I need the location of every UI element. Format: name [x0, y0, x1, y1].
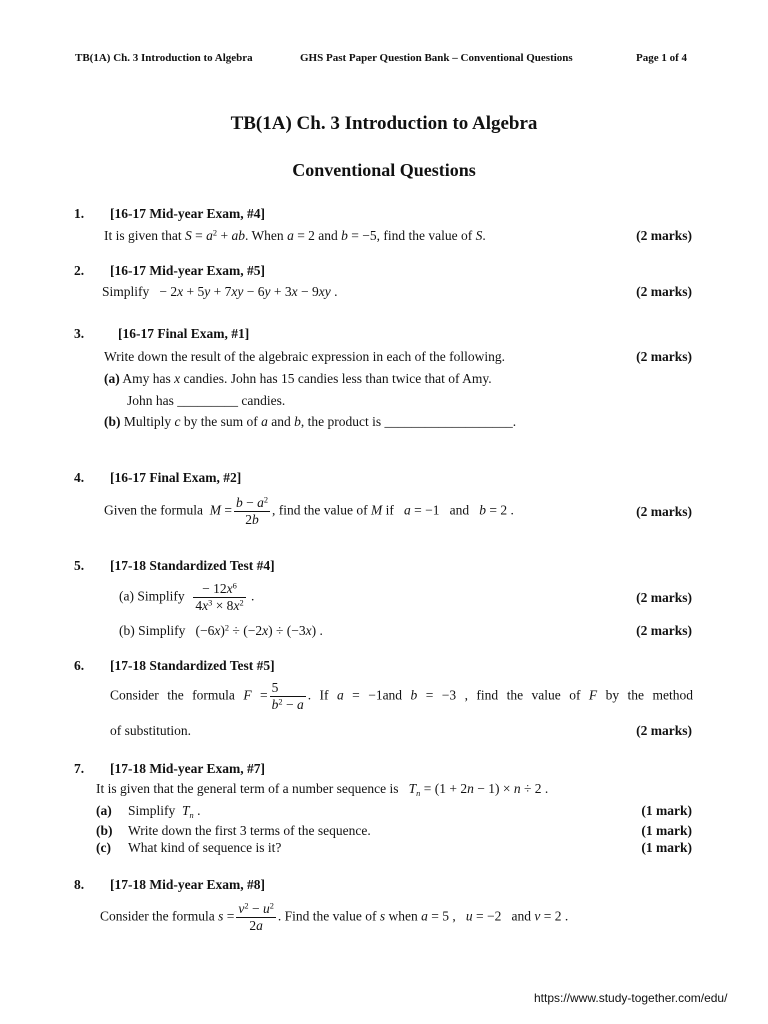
text-run: .	[247, 588, 255, 604]
math-variable: u	[465, 908, 473, 924]
text-run: = 5 ,	[427, 908, 466, 924]
question-4-number: 4.	[74, 470, 85, 485]
math-variable: x	[202, 598, 209, 613]
fraction-numerator	[193, 581, 245, 597]
text-run: and	[267, 414, 295, 429]
question-7-part-b	[128, 823, 371, 839]
question-7-line-1	[96, 781, 548, 797]
text-run: = −3 , find the value of	[417, 687, 589, 703]
question-3-marks: (2 marks)	[636, 349, 692, 364]
math-variable: c	[174, 414, 181, 429]
superscript: 2	[244, 901, 249, 911]
header-question-bank: GHS Past Paper Question Bank – Conventional Questions	[300, 52, 573, 64]
text-run: Write down the first 3 terms of the sequence.	[128, 823, 371, 838]
text-run: .	[330, 284, 338, 299]
text-run: .	[482, 228, 486, 243]
math-variable: T	[408, 781, 417, 796]
text-run: = 2 .	[540, 908, 569, 924]
fraction	[236, 901, 276, 934]
question-6-line-1	[110, 680, 693, 713]
question-7-source: [17-18 Mid-year Exam, #7]	[110, 761, 265, 776]
text-run: (a) Simplify	[119, 588, 192, 604]
superscript: 2	[263, 495, 269, 505]
question-4-marks: (2 marks)	[636, 504, 692, 519]
question-3-number: 3.	[74, 326, 85, 341]
question-4-source: [16-17 Final Exam, #2]	[110, 470, 242, 485]
question-6-number: 6.	[74, 658, 85, 673]
math-variable: s	[218, 908, 224, 924]
math-variable: a	[404, 502, 411, 518]
math-variable: x	[226, 581, 233, 596]
question-2-line-1	[102, 284, 337, 300]
text-run: when	[385, 908, 422, 924]
math-variable: y	[204, 284, 211, 299]
text-run: , the product is ___________________.	[300, 414, 517, 429]
math-variable: a	[206, 228, 213, 243]
text-run: It is given that	[104, 228, 185, 243]
text-run: Consider the formula	[100, 908, 219, 924]
text-run: by the method	[597, 687, 693, 703]
text-run: ) ÷ (−3	[268, 623, 306, 638]
text-run: if	[382, 502, 405, 518]
text-run: It is given that the general term of a number sequence is	[96, 781, 409, 796]
fraction	[270, 680, 306, 713]
math-variable: b	[252, 512, 259, 527]
text-run: + 5	[183, 284, 205, 299]
text-run: − 1) ×	[473, 781, 514, 796]
text-run: (b) Simplify (−6	[119, 623, 215, 638]
text-run: + 3	[270, 284, 292, 299]
question-6-source: [17-18 Standardized Test #5]	[110, 658, 275, 673]
math-variable: S	[185, 228, 192, 243]
question-5-part-a-marks: (2 marks)	[636, 590, 692, 605]
math-variable: b	[271, 697, 279, 712]
question-6-marks: (2 marks)	[636, 723, 692, 738]
question-7-part-a-label: (a)	[96, 803, 112, 818]
text-run: = −1and	[343, 687, 411, 703]
text-run: − 9	[297, 284, 319, 299]
text-run: + 7	[210, 284, 232, 299]
part-label: (a)	[104, 371, 120, 386]
question-5-part-a	[119, 581, 254, 614]
fraction-denominator	[236, 917, 276, 934]
superscript: 2	[239, 598, 244, 608]
math-variable: v	[238, 901, 245, 916]
math-variable: M	[371, 502, 383, 518]
math-variable: b	[294, 414, 301, 429]
text-run: . When	[244, 228, 288, 243]
question-5-part-b	[119, 623, 323, 639]
math-variable: x	[233, 598, 240, 613]
text-run: =	[220, 502, 232, 518]
question-7-part-b-label: (b)	[96, 823, 113, 838]
math-variable: xy	[318, 284, 331, 299]
text-run: 2	[245, 512, 253, 527]
header-page-number: Page 1 of 4	[636, 52, 688, 64]
question-1-line-1	[104, 228, 486, 244]
math-variable: F	[243, 687, 252, 703]
fraction-numerator	[270, 680, 306, 696]
math-variable: u	[262, 901, 270, 916]
question-1-number: 1.	[74, 206, 85, 221]
text-run: candies. John has 15 candies less than twice that of Amy.	[180, 371, 492, 386]
question-7-part-c	[128, 840, 281, 856]
math-variable: n	[513, 781, 521, 796]
part-label: (b)	[104, 414, 121, 429]
text-run: Multiply	[120, 414, 175, 429]
math-variable: b	[235, 495, 243, 510]
text-run: = 2 .	[486, 502, 514, 518]
question-2-source: [16-17 Mid-year Exam, #5]	[110, 263, 265, 278]
header-chapter: TB(1A) Ch. 3 Introduction to Algebra	[75, 52, 253, 64]
question-8-number: 8.	[74, 877, 85, 892]
question-3-line-1	[104, 349, 505, 365]
text-run: − 6	[243, 284, 265, 299]
superscript: 6	[232, 581, 237, 591]
question-3-source: [16-17 Final Exam, #1]	[118, 326, 250, 341]
footer-url-link[interactable]: https://www.study-together.com/edu/	[534, 991, 728, 1005]
math-variable: s	[379, 908, 386, 924]
text-run: )	[220, 623, 225, 638]
question-1-marks: (2 marks)	[636, 228, 692, 243]
text-run: =	[223, 908, 235, 924]
text-run: = −2 and	[472, 908, 535, 924]
question-4-line-1	[104, 495, 514, 528]
fraction	[193, 581, 245, 614]
fraction-numerator	[236, 901, 276, 917]
question-8-source: [17-18 Mid-year Exam, #8]	[110, 877, 265, 892]
page-title: TB(1A) Ch. 3 Introduction to Algebra	[230, 113, 538, 134]
text-run: = (1 + 2	[420, 781, 468, 796]
text-run: John has _________ candies.	[127, 393, 286, 408]
superscript: 3	[208, 598, 213, 608]
text-run: −	[282, 697, 297, 712]
text-run: Simplify − 2	[102, 284, 178, 299]
math-variable: S	[475, 228, 483, 243]
text-run: −	[242, 495, 258, 510]
text-run: −	[248, 901, 263, 916]
subscript: n	[416, 788, 421, 798]
page-subtitle: Conventional Questions	[292, 160, 476, 180]
text-run: , find the value of	[272, 502, 372, 518]
math-variable: b	[341, 228, 348, 243]
math-variable: a	[261, 414, 268, 429]
text-run: =	[251, 687, 268, 703]
text-run: . Find the value of	[277, 908, 380, 924]
text-run: What kind of sequence is it?	[128, 840, 282, 855]
fraction-numerator	[234, 495, 270, 511]
question-2-number: 2.	[74, 263, 85, 278]
text-run: Simplify	[128, 803, 183, 818]
math-variable: a	[257, 495, 264, 510]
math-variable: x	[174, 371, 181, 386]
math-variable: x	[214, 623, 221, 638]
text-run: Consider the formula	[110, 687, 244, 703]
text-run: 5	[271, 680, 279, 695]
superscript: 2	[224, 623, 230, 633]
math-variable: b	[410, 687, 418, 703]
question-5-number: 5.	[74, 558, 85, 573]
question-3-part-b	[104, 414, 516, 430]
math-variable: x	[262, 623, 269, 638]
question-3-part-a	[104, 371, 492, 387]
text-run: .	[193, 803, 201, 818]
fraction-denominator	[193, 597, 245, 614]
text-run: =	[191, 228, 207, 243]
math-variable: x	[177, 284, 184, 299]
question-8-line-1	[100, 901, 568, 934]
text-run: 2	[249, 918, 257, 933]
text-run: ) .	[311, 623, 323, 638]
question-7-part-c-marks: (1 mark)	[641, 840, 692, 855]
question-6-line-2	[110, 723, 191, 739]
question-7-part-c-label: (c)	[96, 840, 111, 855]
question-7-part-a	[128, 803, 200, 819]
subscript: n	[189, 810, 194, 820]
question-5-source: [17-18 Standardized Test #4]	[110, 558, 275, 573]
superscript: 2	[212, 228, 218, 238]
math-variable: x	[305, 623, 312, 638]
text-run: = 2 and	[293, 228, 342, 243]
math-variable: a	[421, 908, 428, 924]
math-variable: v	[534, 908, 541, 924]
math-variable: x	[291, 284, 298, 299]
text-run: +	[217, 228, 232, 243]
math-variable: M	[209, 502, 221, 518]
math-variable: ab	[231, 228, 245, 243]
text-run: of substitution.	[110, 723, 192, 738]
math-variable: a	[336, 687, 344, 703]
text-run: ÷ (−2	[229, 623, 263, 638]
question-7-part-a-marks: (1 mark)	[641, 803, 692, 818]
math-variable: F	[588, 687, 598, 703]
fraction-denominator	[270, 696, 306, 713]
text-run: = −5, find the value of	[347, 228, 476, 243]
fraction	[234, 495, 270, 528]
text-run: ÷ 2 .	[520, 781, 549, 796]
superscript: 2	[278, 697, 283, 707]
question-7-number: 7.	[74, 761, 85, 776]
text-run: Amy has	[119, 371, 175, 386]
text-run: 4	[195, 598, 203, 613]
text-run: Given the formula	[104, 502, 210, 518]
text-run: = −1 and	[410, 502, 480, 518]
text-run: − 12	[202, 581, 227, 596]
text-run: × 8	[212, 598, 234, 613]
question-1-source: [16-17 Mid-year Exam, #4]	[110, 206, 265, 221]
math-variable: xy	[231, 284, 244, 299]
math-variable: a	[296, 697, 304, 712]
math-variable: a	[256, 918, 263, 933]
text-run: . If	[307, 687, 337, 703]
question-5-part-b-marks: (2 marks)	[636, 623, 692, 638]
question-3-part-a-blank	[127, 393, 285, 409]
math-variable: n	[467, 781, 474, 796]
question-7-part-b-marks: (1 mark)	[641, 823, 692, 838]
text-run: by the sum of	[180, 414, 262, 429]
fraction-denominator	[234, 511, 270, 528]
math-variable: b	[479, 502, 487, 518]
text-run: Write down the result of the algebraic expression in each of the following.	[104, 349, 505, 364]
question-2-marks: (2 marks)	[636, 284, 692, 299]
superscript: 2	[269, 901, 274, 911]
math-variable: y	[264, 284, 271, 299]
math-variable: T	[182, 803, 190, 818]
math-variable: a	[287, 228, 294, 243]
